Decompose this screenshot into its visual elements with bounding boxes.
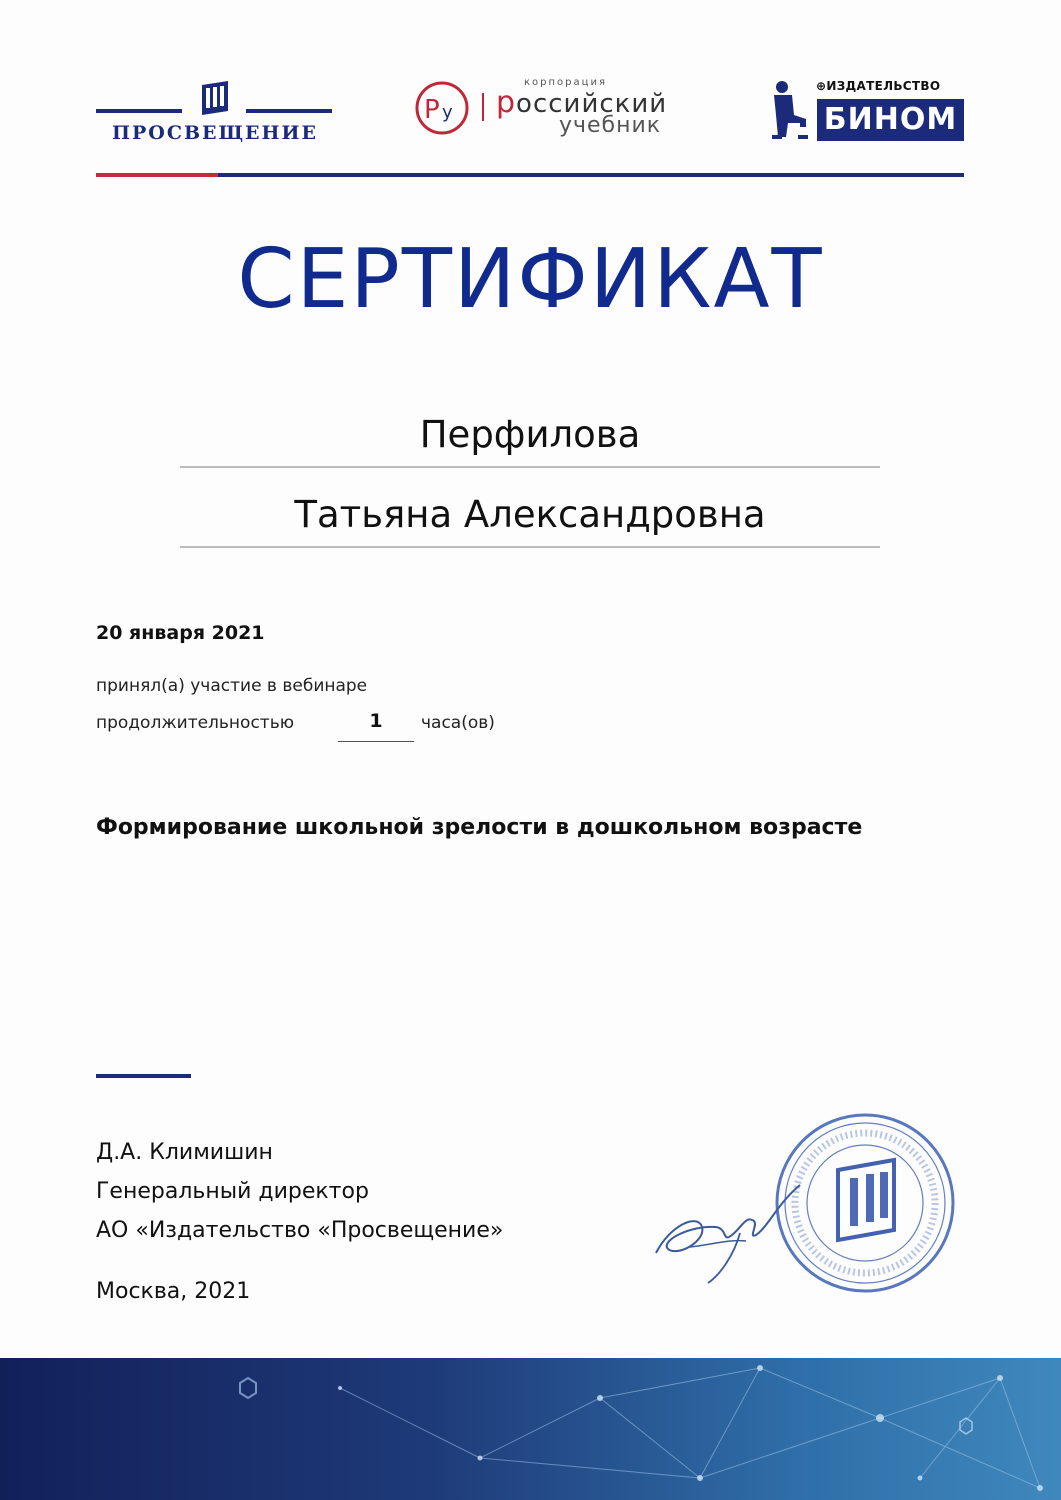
prosveshchenie-logo	[96, 75, 332, 145]
globe-icon: ⊕	[816, 79, 827, 93]
header-divider-accent	[96, 173, 218, 177]
certificate-title: СЕРТИФИКАТ	[237, 232, 824, 327]
binom-publisher-label	[816, 79, 964, 93]
prosveshchenie-mark-icon	[200, 81, 230, 115]
logo-bar-left	[96, 109, 182, 113]
recipient-given-names: Татьяна Александровна	[294, 493, 766, 536]
recipient-surname: Перфилова	[419, 413, 641, 456]
place-year: Москва, 2021	[96, 1279, 251, 1304]
binom-name: БИНОМ	[817, 99, 964, 141]
duration-value: 1	[369, 710, 383, 732]
signature-divider	[96, 1074, 191, 1078]
header-logos	[96, 75, 964, 145]
svg-text:у: у	[442, 102, 453, 123]
signatory-organization: АО «Издательство «Просвещение»	[96, 1218, 504, 1243]
webinar-topic: Формирование школьной зрелости в дошкольном возрасте	[96, 815, 863, 840]
event-date: 20 января 2021	[96, 622, 265, 644]
binom-logo	[766, 79, 964, 145]
decorative-network-footer	[0, 1358, 1061, 1500]
binom-pub-text: ИЗДАТЕЛЬСТВО	[826, 79, 941, 93]
network-pattern-icon	[0, 1358, 1061, 1500]
ru-circle-icon	[414, 80, 470, 136]
russian-textbook-logo	[414, 75, 694, 145]
header-divider	[96, 173, 964, 177]
signatory-name: Д.А. Климишин	[96, 1140, 273, 1165]
official-seal-icon	[770, 1108, 960, 1298]
ru-small-text: корпорация	[524, 77, 607, 88]
duration-underline	[338, 741, 414, 742]
signatory-block	[96, 1133, 503, 1250]
duration-unit: часа(ов)	[421, 713, 495, 733]
ru-red-letter: р	[496, 85, 517, 120]
signatory-position: Генеральный директор	[96, 1179, 369, 1204]
ru-line2: учебник	[559, 113, 662, 138]
duration-label: продолжительностью	[96, 713, 295, 733]
logo-bar-right	[246, 109, 332, 113]
prosveshchenie-wordmark: ПРОСВЕЩЕНИЕ	[112, 122, 318, 144]
ru-line1-text: оссийский	[516, 89, 668, 119]
participation-text: принял(а) участие в вебинаре	[96, 676, 368, 696]
svg-text:Р: Р	[424, 95, 440, 125]
ru-separator	[482, 93, 484, 121]
given-names-underline	[180, 546, 880, 548]
surname-underline	[180, 466, 880, 468]
seated-figure-icon	[766, 79, 812, 143]
